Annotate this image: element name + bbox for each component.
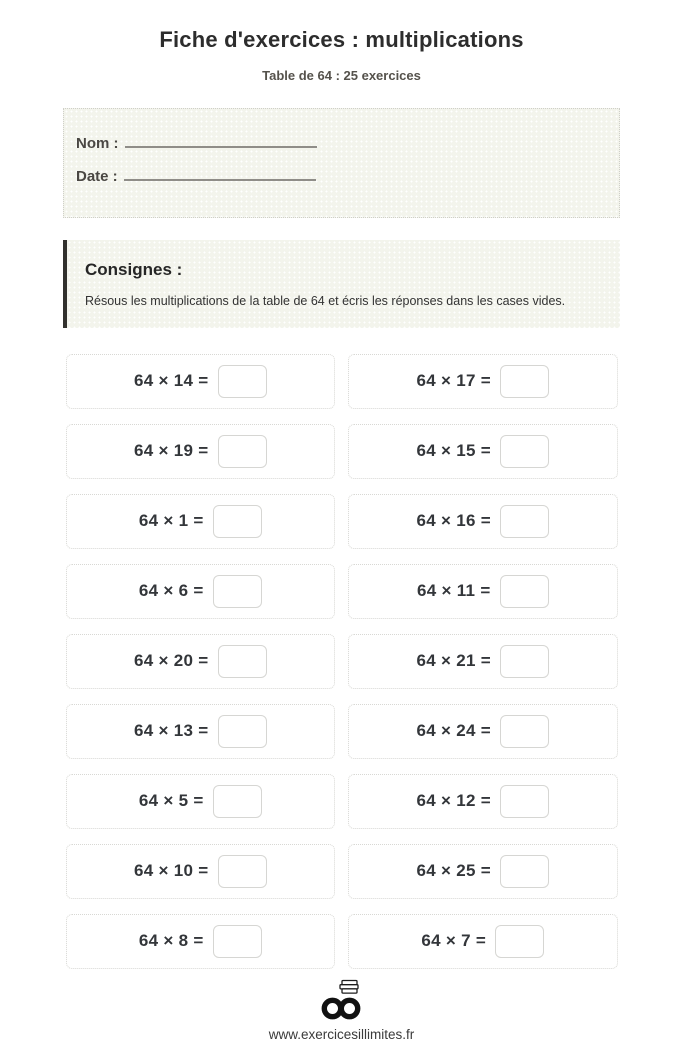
exercise-label: 64 × 10 = [133, 861, 209, 881]
instructions-text: Résous les multiplications de la table de 64 et écris les réponses dans les cases vides. [85, 294, 566, 308]
footer-website: www.exercicesillimites.fr [268, 1026, 415, 1042]
exercise-card [66, 634, 336, 689]
exercise-label: 64 × 17 = [416, 371, 492, 391]
answer-input[interactable] [500, 645, 549, 678]
answer-input[interactable] [500, 365, 549, 398]
exercise-card [66, 494, 336, 549]
exercise-label: 64 × 7 = [421, 931, 487, 951]
exercise-card [66, 704, 336, 759]
exercise-card [348, 914, 618, 969]
exercise-label: 64 × 15 = [416, 441, 492, 461]
exercise-card [348, 494, 618, 549]
answer-input[interactable] [495, 925, 544, 958]
name-label: Nom : [76, 135, 119, 152]
date-blank-line [124, 168, 316, 181]
exercise-card [348, 844, 618, 899]
exercise-label: 64 × 12 = [416, 791, 492, 811]
page-title: Fiche d'exercices : multiplications [159, 27, 524, 52]
exercise-card [348, 704, 618, 759]
instructions-box [63, 240, 620, 328]
name-blank-line [125, 135, 317, 148]
exercise-card [348, 634, 618, 689]
name-row [76, 135, 607, 152]
exercise-card [66, 424, 336, 479]
exercise-grid [66, 354, 618, 969]
exercise-card [348, 424, 618, 479]
exercise-card [66, 774, 336, 829]
exercise-card [66, 914, 336, 969]
exercise-label: 64 × 14 = [133, 371, 209, 391]
answer-input[interactable] [218, 435, 267, 468]
answer-input[interactable] [218, 715, 267, 748]
exercise-label: 64 × 24 = [416, 721, 492, 741]
answer-input[interactable] [500, 855, 549, 888]
exercise-label: 64 × 6 = [138, 581, 204, 601]
answer-input[interactable] [213, 925, 262, 958]
footer [0, 979, 683, 1042]
exercise-label: 64 × 11 = [416, 581, 491, 601]
exercise-label: 64 × 19 = [133, 441, 209, 461]
answer-input[interactable] [500, 575, 549, 608]
exercise-card [348, 564, 618, 619]
infinity-books-logo [318, 979, 366, 1021]
exercise-card [348, 354, 618, 409]
answer-input[interactable] [218, 365, 267, 398]
answer-input[interactable] [213, 575, 262, 608]
exercise-label: 64 × 16 = [416, 511, 492, 531]
answer-input[interactable] [500, 715, 549, 748]
answer-input[interactable] [500, 435, 549, 468]
page-subtitle: Table de 64 : 25 exercices [262, 68, 421, 83]
answer-input[interactable] [500, 785, 549, 818]
exercise-card [66, 564, 336, 619]
date-label: Date : [76, 168, 118, 185]
answer-input[interactable] [218, 645, 267, 678]
answer-input[interactable] [500, 505, 549, 538]
exercise-label: 64 × 21 = [416, 651, 492, 671]
exercise-label: 64 × 8 = [138, 931, 204, 951]
exercise-card [66, 844, 336, 899]
answer-input[interactable] [218, 855, 267, 888]
student-info-box [63, 108, 620, 218]
exercise-label: 64 × 5 = [138, 791, 204, 811]
exercise-card [348, 774, 618, 829]
answer-input[interactable] [213, 505, 262, 538]
exercise-label: 64 × 25 = [416, 861, 492, 881]
instructions-heading: Consignes : [85, 260, 183, 279]
exercise-label: 64 × 20 = [133, 651, 209, 671]
exercise-card [66, 354, 336, 409]
date-row [76, 168, 607, 185]
exercise-label: 64 × 13 = [133, 721, 209, 741]
exercise-label: 64 × 1 = [138, 511, 204, 531]
answer-input[interactable] [213, 785, 262, 818]
